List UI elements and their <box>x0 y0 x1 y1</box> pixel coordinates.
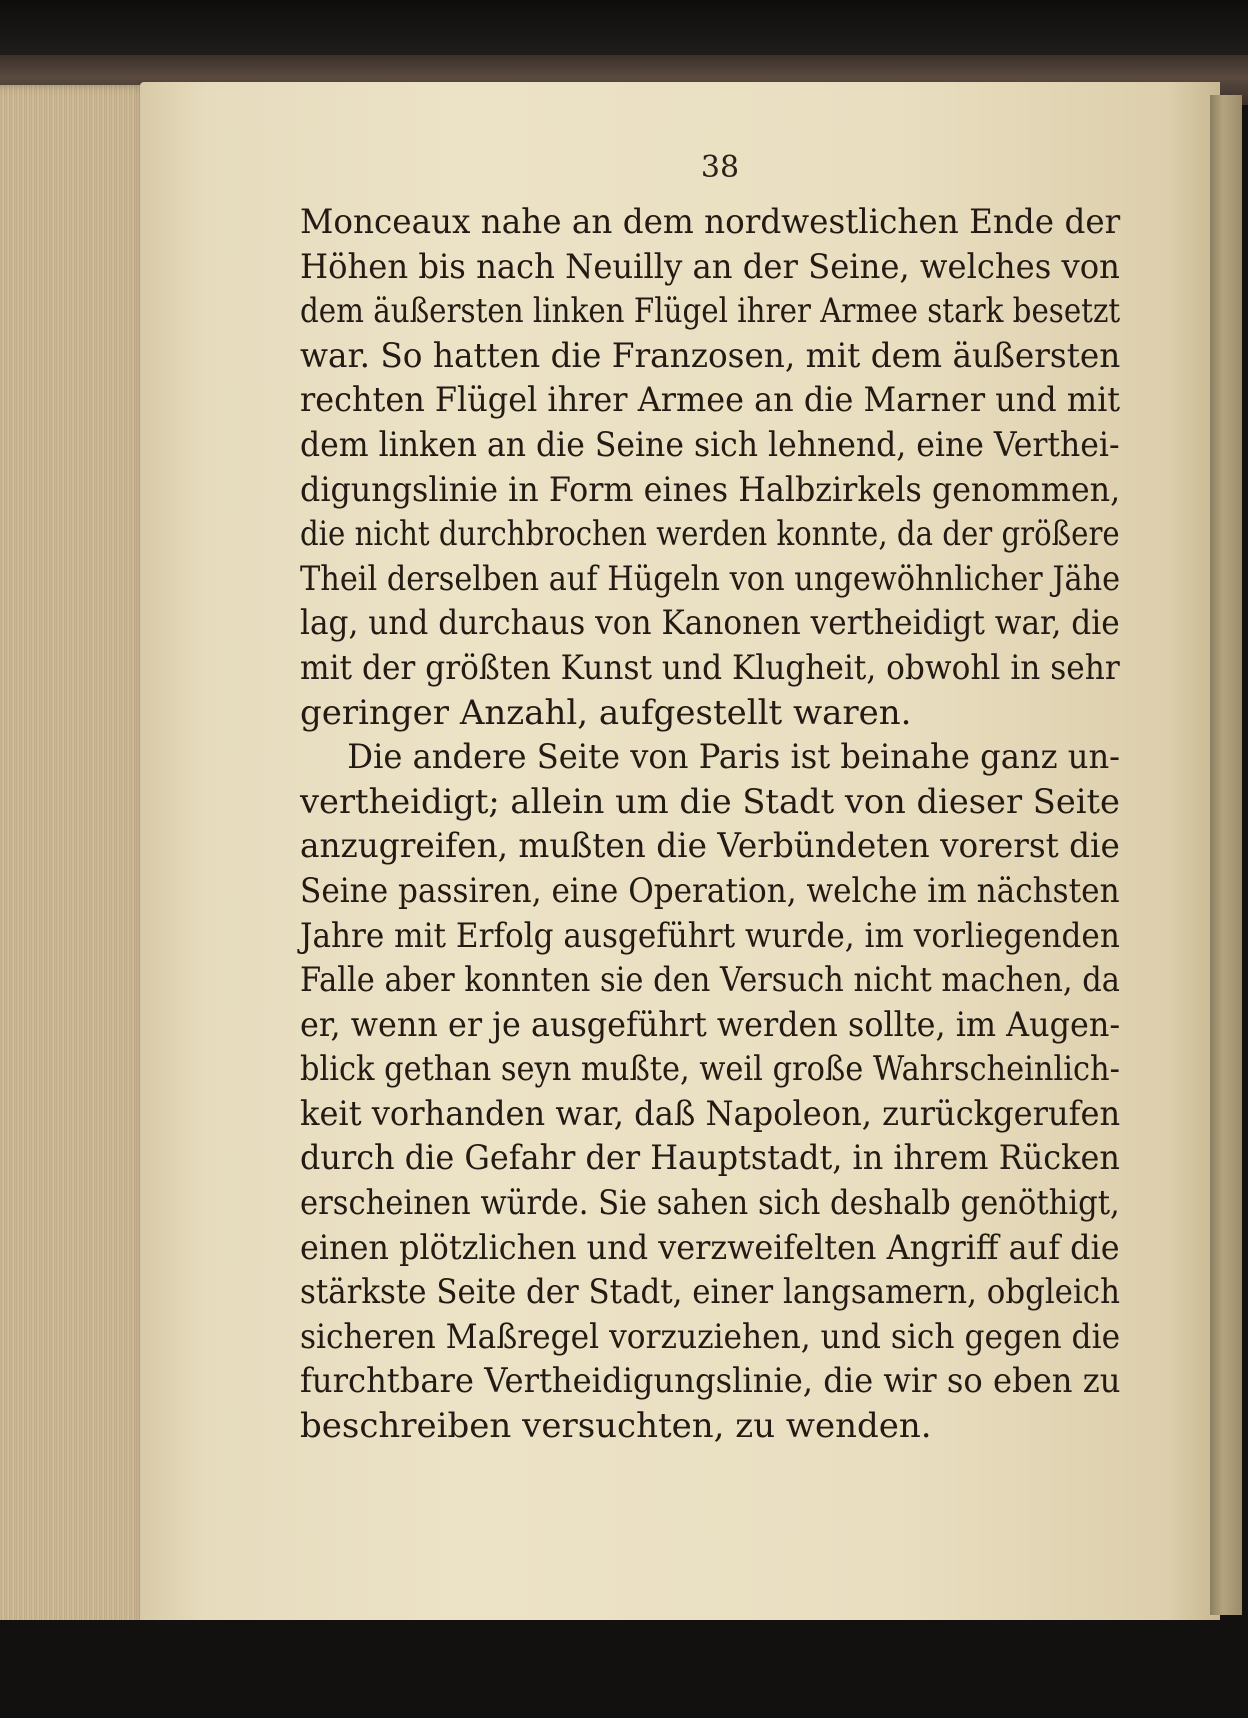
text-line: er, wenn er je ausgeführt werden sollte, im Augen- <box>300 1004 1121 1045</box>
text-line: anzugreifen, mußten die Verbündeten vorerst die <box>300 826 1120 867</box>
text-line: blick gethan seyn mußte, weil große Wahrscheinlich- <box>300 1049 1120 1090</box>
text-line: stärkste Seite der Stadt, einer langsamern, obgleich <box>300 1272 1120 1313</box>
text-line: rechten Flügel ihrer Armee an die Marner und mit <box>300 380 1121 421</box>
background-bottom <box>0 1620 1248 1718</box>
text-line: erscheinen würde. Sie sahen sich deshalb genöthigt, <box>300 1183 1120 1224</box>
text-line: Höhen bis nach Neuilly an der Seine, welches von <box>300 246 1120 287</box>
page-number: 38 <box>700 150 740 185</box>
text-line: dem äußersten linken Flügel ihrer Armee stark besetzt <box>300 291 1121 332</box>
page-stack-edges <box>0 85 150 1635</box>
text-line: Seine passiren, eine Operation, welche im nächsten <box>300 870 1120 911</box>
text-line: einen plötzlichen und verzweifelten Angriff auf die <box>300 1227 1120 1268</box>
body-text <box>300 200 1120 1449</box>
text-line: lag, und durchaus von Kanonen vertheidigt war, die <box>300 603 1120 644</box>
text-line: durch die Gefahr der Hauptstadt, in ihrem Rücken <box>300 1138 1120 1179</box>
text-line: Falle aber konnten sie den Versuch nicht machen, da <box>300 960 1120 1001</box>
text-line: Die andere Seite von Paris ist beinahe ganz un- <box>347 737 1121 778</box>
text-line: keit vorhanden war, daß Napoleon, zurückgerufen <box>300 1093 1121 1134</box>
text-line: Monceaux nahe an dem nordwestlichen Ende der <box>300 202 1121 242</box>
text-line: beschreiben versuchten, zu wenden. <box>300 1406 932 1447</box>
text-line: Jahre mit Erfolg ausgeführt wurde, im vorliegenden <box>300 915 1120 956</box>
text-line: dem linken an die Seine sich lehnend, eine Verthei- <box>300 424 1120 465</box>
text-line: furchtbare Vertheidigungslinie, die wir so eben zu <box>300 1361 1121 1402</box>
text-line: geringer Anzahl, aufgestellt waren. <box>300 692 912 733</box>
text-line: mit der größten Kunst und Klugheit, obwohl in sehr <box>300 647 1120 688</box>
text-line: digungslinie in Form eines Halbzirkels genommen, <box>300 469 1121 510</box>
text-line: vertheidigt; allein um die Stadt von dieser Seite <box>300 781 1120 822</box>
text-line: Theil derselben auf Hügeln von ungewöhnlicher Jähe <box>300 558 1121 599</box>
text-line: war. So hatten die Franzosen, mit dem äußersten <box>300 335 1121 376</box>
page-right-edge <box>1210 95 1242 1615</box>
text-line: sicheren Maßregel vorzuziehen, und sich gegen die <box>300 1316 1121 1357</box>
text-line: die nicht durchbrochen werden konnte, da der größere <box>300 514 1120 555</box>
